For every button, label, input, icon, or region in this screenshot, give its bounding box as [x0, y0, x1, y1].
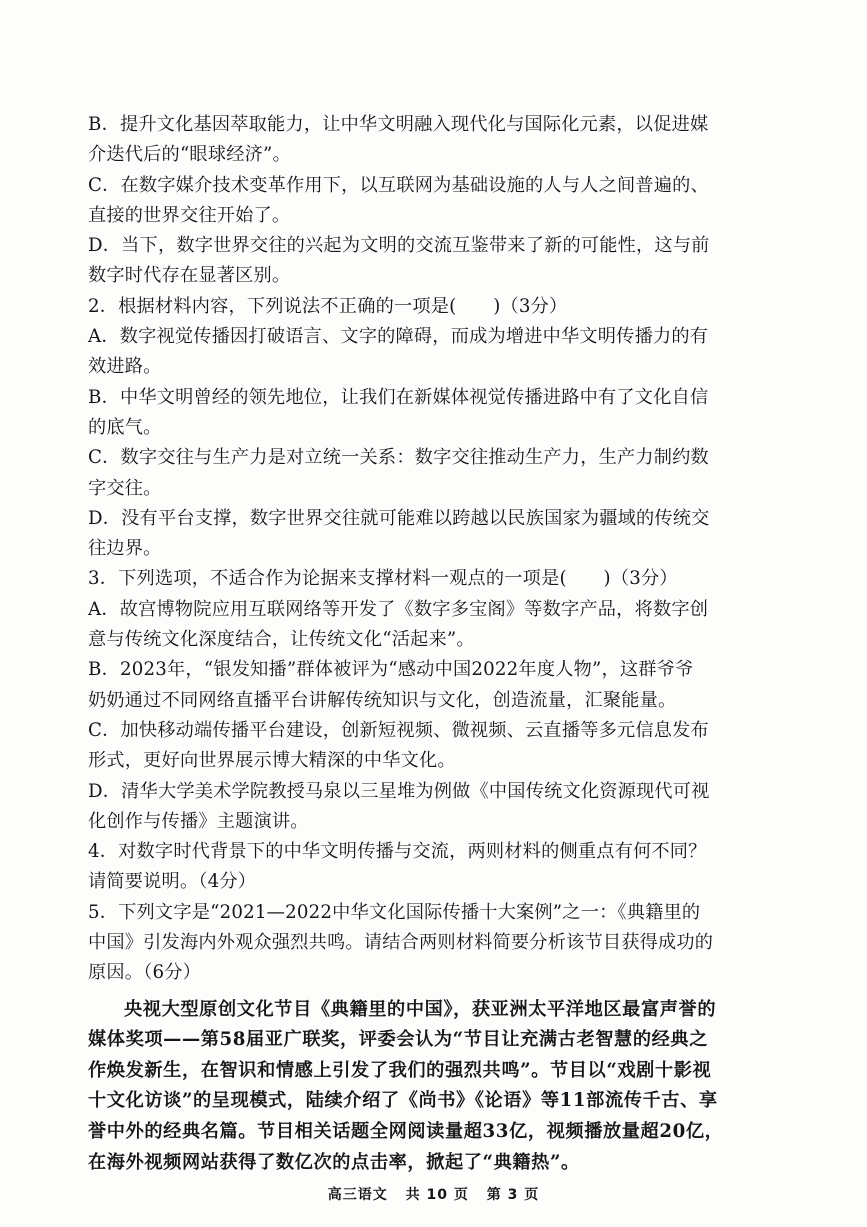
- question-5-stem: 5．下列文字是“2021—2022中华文化国际传播十大案例”之一：《典籍里的: [88, 901, 701, 923]
- passage-line: 十文化访谈”的呈现模式，陆续介绍了《尚书》《论语》等11部流传千古、享: [88, 1090, 718, 1112]
- text-line: 直接的世界交往开始了。: [88, 204, 291, 226]
- passage-line: 誉中外的经典名篇。节目相关话题全网阅读量超33亿，视频播放量超20亿，: [88, 1120, 724, 1142]
- text-line: 数字时代存在显著区别。: [88, 265, 291, 287]
- text-line: B．提升文化基因萃取能力，让中华文明融入现代化与国际化元素，以促进媒: [88, 114, 709, 135]
- text-line: B．2023年，“银发知播”群体被评为“感动中国2022年度人物”，这群爷爷: [88, 659, 694, 681]
- text-line: 形式，更好向世界展示博大精深的中华文化。: [88, 750, 456, 772]
- text-line: D．当下，数字世界交往的兴起为文明的交流互鉴带来了新的可能性，这与前: [88, 235, 710, 257]
- text-line: 介迭代后的“眼球经济”。: [88, 144, 291, 166]
- page-content: [88, 110, 778, 1178]
- footer-subject: 高三语文: [327, 1187, 388, 1203]
- text-line: 化创作与传播》主题演讲。: [88, 810, 309, 832]
- text-line: 请简要说明。（4分）: [88, 871, 257, 893]
- text-line: 意与传统文化深度结合，让传统文化“活起来”。: [88, 629, 475, 651]
- footer-total-pages: 共 10 页: [405, 1187, 469, 1203]
- text-line: C．数字交往与生产力是对立统一关系：数字交往推动生产力，生产力制约数: [88, 447, 709, 469]
- text-line: 效进路。: [88, 356, 162, 378]
- reading-passage: [88, 995, 778, 1179]
- text-line: D．清华大学美术学院教授马泉以三星堆为例做《中国传统文化资源现代可视: [88, 780, 710, 802]
- text-line: C．加快移动端传播平台建设，创新短视频、微视频、云直播等多元信息发布: [88, 719, 709, 741]
- text-line: 原因。（6分）: [88, 962, 201, 984]
- text-line: D．没有平台支撑，数字世界交往就可能难以跨越以民族国家为疆域的传统交: [88, 507, 710, 529]
- passage-line: 央视大型原创文化节目《典籍里的中国》，获亚洲太平洋地区最富声誉的: [124, 998, 717, 1020]
- passage-line: 媒体奖项——第58届亚广联奖，评委会认为“节目让充满古老智慧的经典之: [88, 1029, 708, 1051]
- text-line: 奶奶通过不同网络直播平台讲解传统知识与文化，创造流量，汇聚能量。: [88, 689, 677, 711]
- text-line: 的底气。: [88, 416, 162, 438]
- question-4-stem: 4．对数字时代背景下的中华文明传播与交流，两则材料的侧重点有何不同？: [88, 841, 707, 863]
- passage-line: 作焕发新生，在智识和情感上引发了我们的强烈共鸣”。节目以“戏剧十影视: [88, 1059, 712, 1081]
- text-line: C．在数字媒介技术变革作用下，以互联网为基础设施的人与人之间普遍的、: [88, 174, 709, 196]
- question-2-stem: 2．根据材料内容，下列说法不正确的一项是( )（3分）: [88, 295, 568, 317]
- text-line: 往边界。: [88, 538, 162, 560]
- passage-line: 在海外视频网站获得了数亿次的点击率，掀起了“典籍热”。: [88, 1151, 580, 1173]
- question-3-stem: 3．下列选项，不适合作为论据来支撑材料一观点的一项是( )（3分）: [88, 568, 678, 590]
- text-line: 中国》引发海内外观众强烈共鸣。请结合两则材料简要分析该节目获得成功的: [88, 932, 714, 954]
- text-line: B．中华文明曾经的领先地位，让我们在新媒体视觉传播进路中有了文化自信: [88, 386, 709, 408]
- text-line: A．故宫博物院应用互联网络等开发了《数字多宝阁》等数字产品，将数字创: [88, 598, 709, 620]
- page-footer: [0, 1184, 867, 1204]
- text-line: A．数字视觉传播因打破语言、文字的障碍，而成为增进中华文明传播力的有: [88, 326, 709, 348]
- text-line: 字交往。: [88, 477, 162, 499]
- footer-page-number: 第 3 页: [486, 1187, 540, 1203]
